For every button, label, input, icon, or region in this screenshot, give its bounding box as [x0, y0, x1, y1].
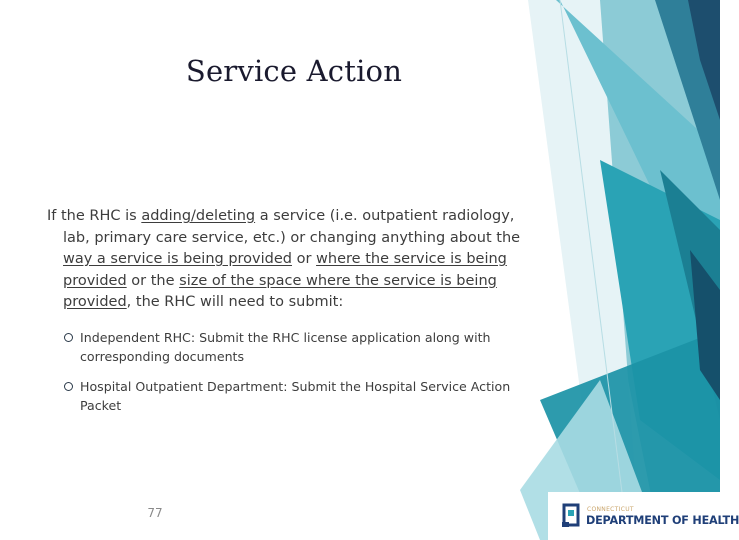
slide-body — [47, 206, 527, 426]
logo-department-text: DEPARTMENT OF HEALTH — [586, 514, 739, 527]
intro-underline-way-provided: way a service is being provided — [63, 251, 292, 267]
intro-underline-size-of-space: size of the space where the service is being provided — [63, 272, 497, 310]
logo-state-text: CONNECTICUT — [587, 506, 634, 513]
intro-text-2: a service (i.e. outpatient radiology, lab, primary care service, etc.) or changing anything about the — [63, 208, 521, 246]
department-logo — [562, 503, 739, 533]
intro-underline-where-provided: where the service is being provided — [63, 251, 507, 289]
bullet-item — [47, 328, 527, 367]
intro-paragraph — [47, 206, 527, 314]
intro-text-1: If the RHC is — [47, 208, 142, 224]
state-outline-icon — [562, 503, 582, 529]
page-number: 77 — [147, 506, 163, 520]
bullet-item — [47, 377, 527, 416]
intro-text-5: , the RHC will need to submit: — [126, 294, 344, 310]
intro-underline-adding-deleting: adding/deleting — [141, 208, 256, 224]
circle-bullet-icon — [64, 382, 73, 391]
slide-title: Service Action — [185, 54, 403, 88]
bullet-text: Independent RHC: Submit the RHC license application along with corresponding documents — [80, 329, 491, 364]
intro-text-4: or the — [126, 272, 180, 289]
intro-text-3: or — [291, 251, 317, 267]
bullet-list — [47, 328, 527, 416]
bullet-text: Hospital Outpatient Department: Submit the Hospital Service Action Packet — [80, 378, 511, 413]
circle-bullet-icon — [64, 333, 73, 342]
